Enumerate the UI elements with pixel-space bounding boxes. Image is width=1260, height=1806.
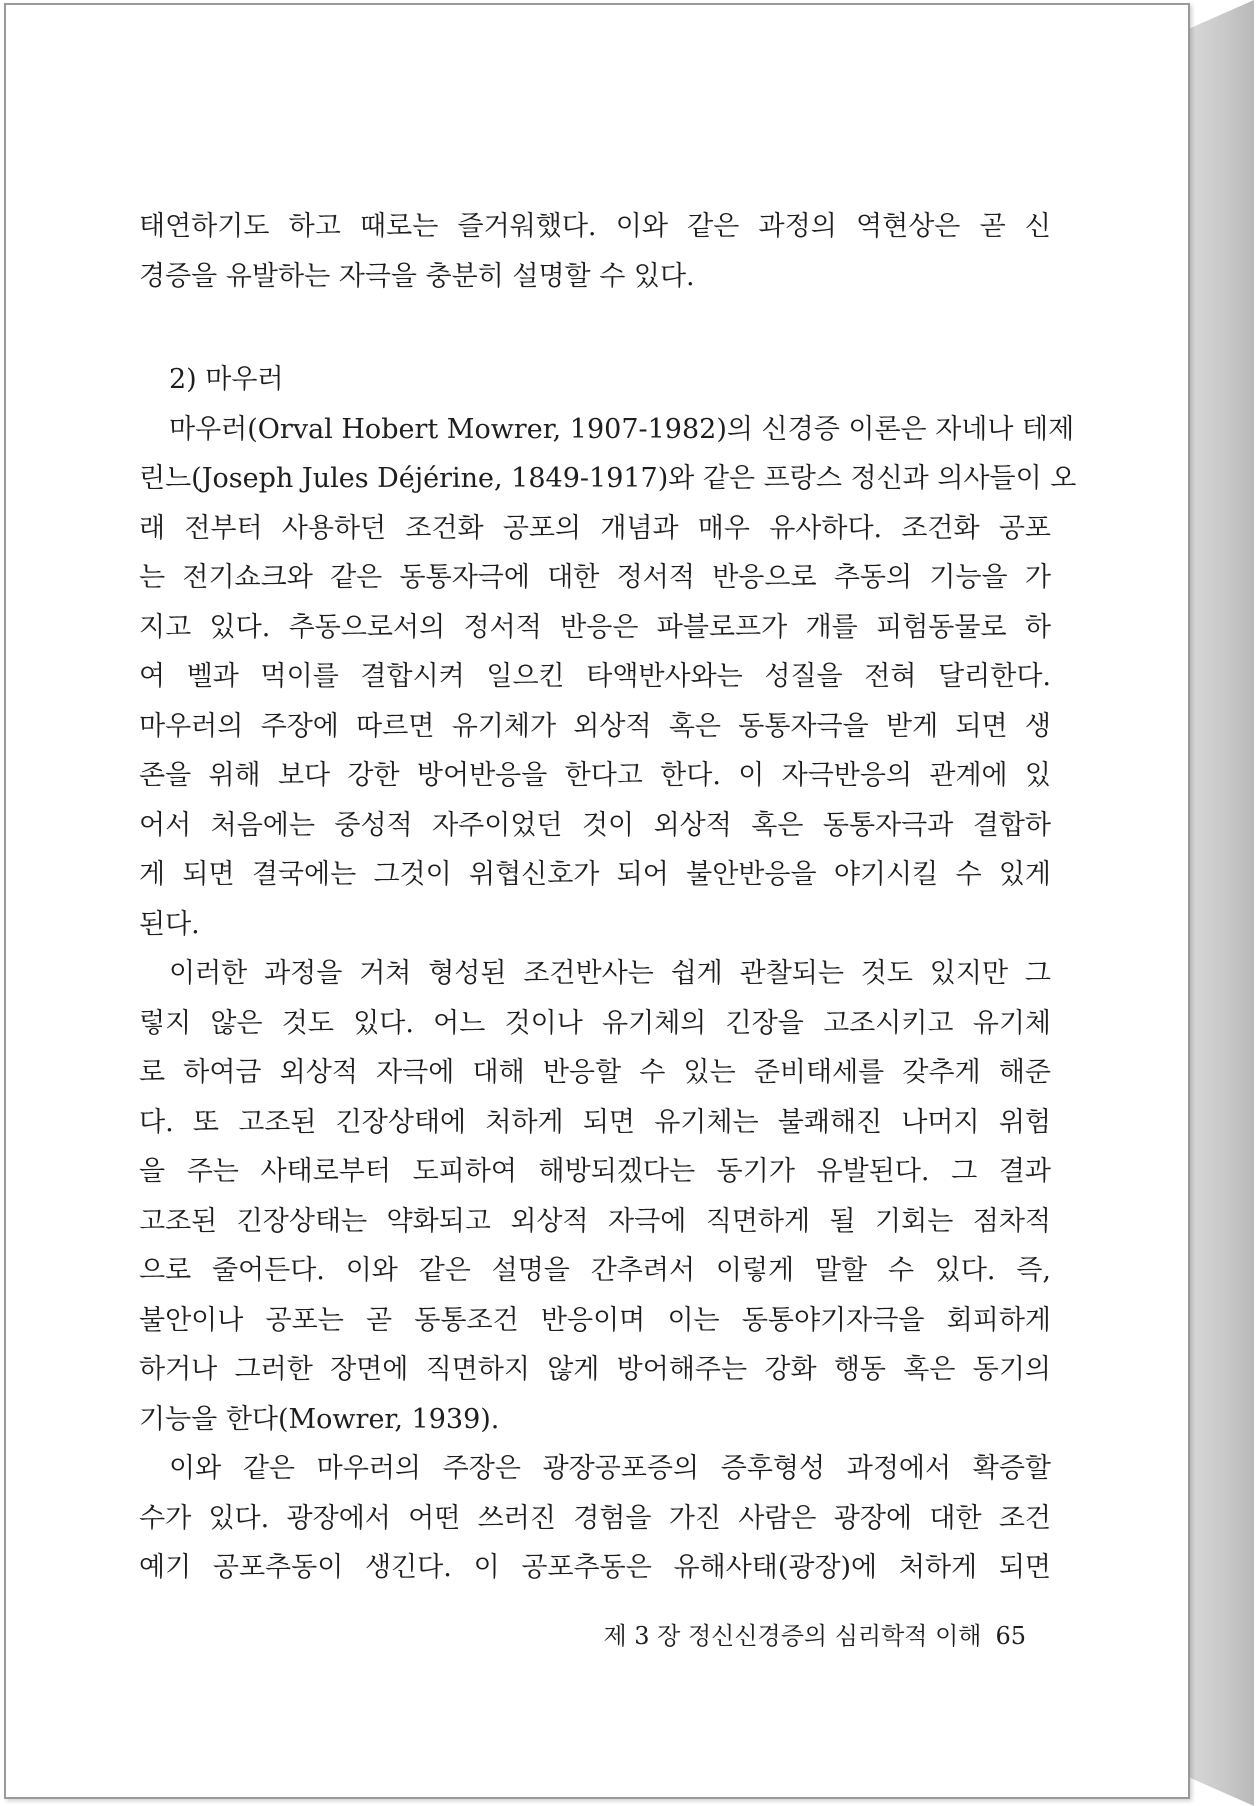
text-line: 태연하기도 하고 때로는 즐거워했다. 이와 같은 과정의 역현상은 곧 신 [139,211,1051,242]
text-line: 하거나 그러한 장면에 직면하지 않게 방어해주는 강화 행동 혹은 동기의 [139,1354,1051,1385]
paragraph-1 [139,405,1077,950]
running-head: 제 3 장 정신신경증의 심리학적 이해 [603,1622,982,1650]
paragraph-2 [139,949,1051,1444]
text-line: 이와 같은 마우러의 주장은 광장공포증의 증후형성 과정에서 확증할 [169,1453,1051,1484]
text-line: 으로 줄어든다. 이와 같은 설명을 간추려서 이렇게 말할 수 있다. 즉, [139,1255,1051,1286]
page-number: 65 [995,1622,1026,1650]
text-line: 렇지 않은 것도 있다. 어느 것이나 유기체의 긴장을 고조시키고 유기체 [139,1007,1051,1039]
text-line: 린느(Joseph Jules Déjérine, 1849-1917)와 같은 프랑스 정신과 의사들이 오 [139,463,1077,494]
body-text [139,202,1077,1593]
text-line: 마우러(Orval Hobert Mowrer, 1907-1982)의 신경증 이론은 자네나 테제 [169,413,1075,445]
text-line: 이러한 과정을 거쳐 형성된 조건반사는 쉽게 관찰되는 것도 있지만 그 [169,958,1051,989]
text-line: 경증을 유발하는 자극을 충분히 설명할 수 있다. [139,260,695,292]
text-line: 존을 위해 보다 강한 방어반응을 한다고 한다. 이 자극반응의 관계에 있 [139,760,1051,791]
text-line: 된다. [139,908,200,940]
text-line: 고조된 긴장상태는 약화되고 외상적 자극에 직면하게 될 기회는 점차적 [139,1205,1051,1237]
text-line: 래 전부터 사용하던 조건화 공포의 개념과 매우 유사하다. 조건화 공포 [139,512,1051,544]
book-edge [1186,0,1254,1806]
text-line: 어서 처음에는 중성적 자주이었던 것이 외상적 혹은 동통자극과 결합하 [139,809,1051,841]
text-line: 기능을 한다(Mowrer, 1939). [139,1403,500,1435]
page-footer [556,1616,1026,1651]
text-line: 게 되면 결국에는 그것이 위협신호가 되어 불안반응을 야기시킬 수 있게 [139,859,1051,890]
text-line: 불안이나 공포는 곧 동통조건 반응이며 이는 동통야기자극을 회피하게 [139,1304,1051,1336]
text-line: 마우러의 주장에 따르면 유기체가 외상적 혹은 동통자극을 받게 되면 생 [139,710,1051,742]
text-line: 지고 있다. 추동으로서의 정서적 반응은 파블로프가 개를 피험동물로 하 [139,611,1051,643]
text-line: 여 벨과 먹이를 결합시켜 일으킨 타액반사와는 성질을 전혀 달리한다. [139,661,1051,692]
book-edge-bottom [1186,1776,1254,1806]
text-line: 을 주는 사태로부터 도피하여 해방되겠다는 동기가 유발된다. 그 결과 [139,1156,1051,1187]
paragraph-3 [139,1444,1051,1593]
text-line: 다. 또 고조된 긴장상태에 처하게 되면 유기체는 불쾌해진 나머지 위험 [139,1106,1051,1138]
text-line: 예기 공포추동이 생긴다. 이 공포추동은 유해사태(광장)에 처하게 되면 [139,1552,1051,1583]
text-line: 수가 있다. 광장에서 어떤 쓰러진 경험을 가진 사람은 광장에 대한 조건 [139,1502,1051,1534]
text-line: 는 전기쇼크와 같은 동통자극에 대한 정서적 반응으로 추동의 기능을 가 [139,562,1051,593]
section-heading: 2) 마우러 [169,364,284,395]
book-edge-top [1186,0,1254,30]
text-line: 로 하여금 외상적 자극에 대해 반응할 수 있는 준비태세를 갖추게 해준 [139,1057,1051,1088]
